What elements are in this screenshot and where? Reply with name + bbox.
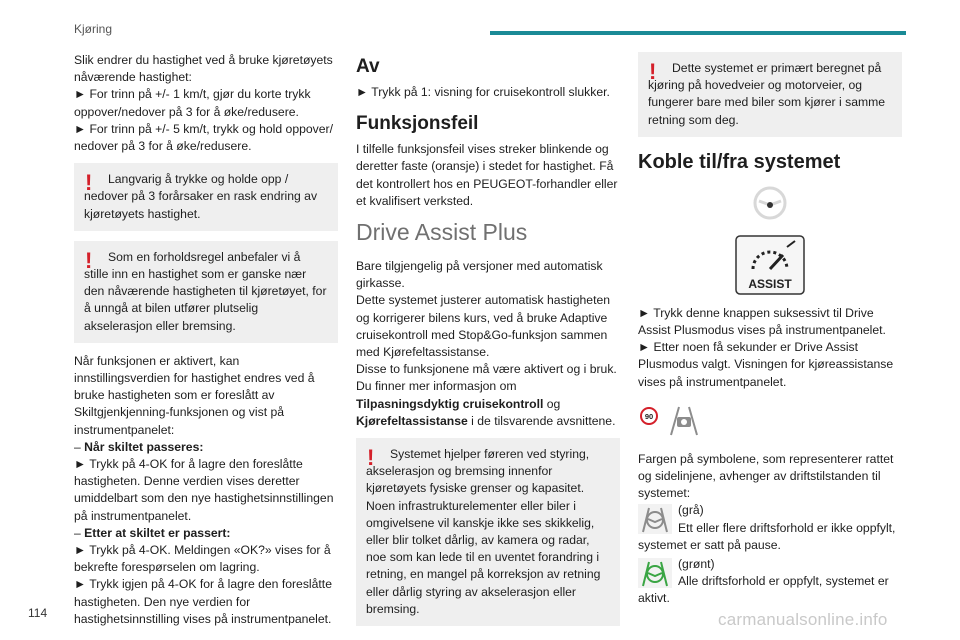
warning-text: Dette systemet er primært beregnet på kjøring på hovedveier og motorveier, og fungerer bare med biler som kjører i samme retning som deg. — [648, 61, 886, 127]
after-sign-step-1: ► Trykk på 4-OK. Meldingen «OK?» vises for å bekrefte forespørselen om lagring. — [74, 543, 331, 575]
dap-req-end: i de tilsvarende avsnittene. — [467, 413, 616, 428]
heading-drive-assist-plus: Drive Assist Plus — [356, 219, 528, 246]
dap-req-and: og — [543, 396, 561, 411]
connect-step-1: ► Trykk denne knappen suksessivt til Drive Assist Plusmodus vises på instrumentpanelet. — [638, 305, 886, 338]
dap-description: Dette systemet justerer automatisk hastigheten og korrigerer bilens kurs, ved å bruke Adaptive cruisekontroll med Stop&Go-funksjon sammen med Kjørefeltassistanse. — [356, 293, 611, 360]
grey-status-row — [638, 502, 902, 554]
after-sign-title: Etter at skiltet er passert: — [84, 525, 231, 540]
section-header: Kjøring — [74, 22, 113, 36]
green-text: Alle driftsforhold er oppfylt, systemet er aktivt. — [638, 574, 889, 606]
link-lane-assist: Kjørefeltassistanse — [356, 413, 468, 428]
heading-off: Av — [356, 56, 380, 77]
warning-icon: ! — [85, 170, 93, 196]
steering-wheel-icon — [752, 185, 788, 221]
driver-assist-icon — [666, 401, 702, 437]
warning-text: Systemet hjelper føreren ved styring, akselerasjon og bremsing innenfor kjøretøyets fysiske grenser og kapasitet. Noen infrastrukturelementer eller biler i omgivelsene vil kanskje ikke ses skikkelig, eller blir tolket dårlig, av kamera og radar, noe som kan lede til en uventet forandring i retning, en mangel på korreksjon av retning eller dårlig styring av akselerasjon eller bremsing. — [366, 447, 601, 616]
off-step: ► Trykk på 1: visning for cruisekontroll slukker. — [356, 85, 610, 99]
page-number: 114 — [28, 606, 48, 620]
malfunction-text: I tilfelle funksjonsfeil vises streker blinkende og deretter faste (oransje) i stedet for hastighet. Få det kontrollert hos en PEUGEOT-forhandler eller et kvalifisert verksted. — [356, 142, 618, 208]
steering-green-icon — [638, 558, 672, 588]
dap-availability: Bare tilgjengelig på versjoner med automatisk girkasse. — [356, 259, 603, 291]
green-status-row — [638, 556, 902, 608]
speed-badge-icon — [640, 407, 658, 425]
sign-passed-title: Når skiltet passeres: — [84, 439, 204, 454]
grey-label: (grå) — [678, 503, 704, 518]
sub-heading: – Etter at skiltet er passert: — [74, 525, 231, 540]
sign-passed-step: ► Trykk på 4-OK for å lagre den foreslåtte hastigheten. Denne verdien vises deretter umiddelbart som den nye hastighetsinnstillingen på instrumentpanelet. — [74, 457, 334, 523]
grey-text: Ett eller flere driftsforhold er ikke oppfylt, systemet er satt på pause. — [638, 520, 896, 552]
heading-malfunction: Funksjonsfeil — [356, 113, 479, 135]
sub-heading: – Når skiltet passeres: — [74, 439, 204, 454]
dap-requirement — [356, 361, 620, 430]
warning-text: Langvarig å trykke og holde opp / nedover på 3 forårsaker en rask endring av kjøretøyets hastighet. — [84, 172, 318, 221]
step-5kmh: ► For trinn på +/- 5 km/t, trykk og hold oppover/ nedover på 3 for å øke/redusere. — [74, 121, 333, 154]
connect-step-2: ► Etter noen få sekunder er Drive Assist Plusmodus valgt. Visningen for kjøreassistanse vises på instrumentpanelet. — [638, 340, 894, 389]
warning-icon: ! — [85, 247, 93, 273]
warning-box — [638, 52, 902, 137]
link-adaptive-cruise: Tilpasningsdyktig cruisekontroll — [356, 396, 544, 411]
after-sign-step-2: ► Trykk igjen på 4-OK for å lagre den foreslåtte hastigheten. Den nye verdien for hastighetsinnstilling vises på instrumentpanelet. — [74, 577, 332, 626]
assist-button-label: ASSIST — [748, 276, 792, 291]
header-accent-bar — [490, 31, 906, 35]
color-explanation: Fargen på symbolene, som representerer rattet og sidelinjene, avhenger av driftstilstanden til systemet: — [638, 451, 894, 501]
heading-connect-system: Koble til/fra systemet — [638, 150, 841, 173]
steering-grey-icon — [638, 504, 672, 534]
warning-icon: ! — [367, 445, 375, 471]
column-1 — [74, 52, 338, 636]
assist-button-icon — [735, 235, 805, 295]
warning-box — [74, 163, 338, 231]
speed-sign-paragraph: Når funksjonen er aktivert, kan innstillingsverdien for hastighet endres ved å bruke hastigheten som er foreslått av Skiltgjenkjenning-funksjonen og vist på instrumentpanelet: — [74, 353, 315, 437]
warning-box — [74, 241, 338, 343]
warning-icon: ! — [649, 59, 657, 84]
watermark: carmanualsonline.info — [718, 610, 888, 629]
dap-req-text: Disse to funksjonene må være aktivert og i bruk. Du finner mer informasjon om — [356, 362, 617, 394]
warning-box — [356, 438, 620, 626]
column-2 — [356, 52, 620, 636]
dap-indicator — [638, 401, 902, 441]
column-3 — [638, 52, 902, 608]
green-label: (grønt) — [678, 557, 715, 572]
step-1kmh: ► For trinn på +/- 1 km/t, gjør du korte trykk oppover/nedover på 3 for å øke/redusere. — [74, 87, 311, 119]
speed-badge-value: 90 — [644, 411, 654, 421]
intro-paragraph: Slik endrer du hastighet ved å bruke kjøretøyets nåværende hastighet: — [74, 53, 333, 85]
warning-text: Som en forholdsregel anbefaler vi å stille inn en hastighet som er ganske nær den nåværende hastigheten til kjøretøyet, for å unngå at bilen utfører plutselig akselerasjon eller bremsing. — [84, 249, 327, 333]
